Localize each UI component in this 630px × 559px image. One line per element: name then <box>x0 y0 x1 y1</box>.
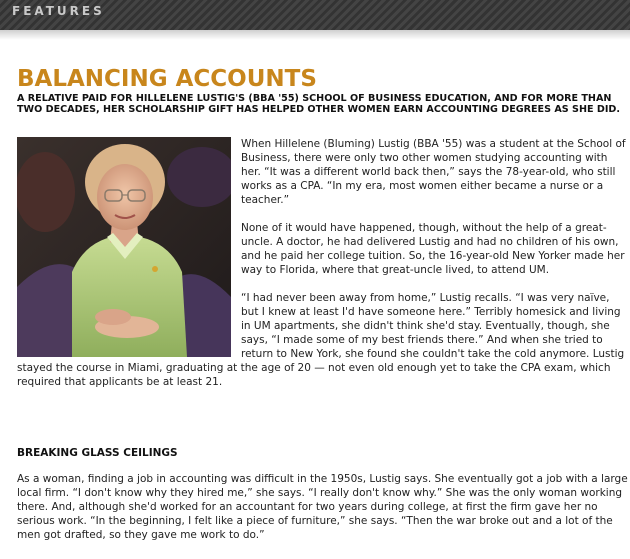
paragraph: As a woman, finding a job in accounting was difficult in the 1950s, Lustig says. She eventually got a job with a large local firm. “I don't know why they hired me,” she says. “I really don't know why.” She was the only woman working there. And, although she'd worked for an accountant for two years during college, at first the firm gave her no serious work. “In the beginning, I felt like a piece of furniture,” she says. “Then the war broke out and a lot of the men got drafted, so they gave me work to do.” <box>17 473 628 541</box>
banner-shadow <box>0 30 630 40</box>
paragraph: None of it would have happened, though, without the help of a great-uncle. A doctor, he had delivered Lustig and had no children of his own, and he paid her college tuition. So, the 16-year-old New Yorker made her way to Florida, where that great-uncle lived, to attend UM. <box>241 222 625 276</box>
article-body <box>17 137 628 403</box>
paragraph: “I had never been away from home,” Lustig recalls. “I was very naïve, but I knew at least I'd have someone here.” Terribly homesick and living in UM apartments, she didn't think she'd stay. Eventually, though, she says, “I made some of my best friends there.” And when she tried to return to New York, she found she couldn't take the cold anymore. Lustig stayed the course in Miami, graduating at the age of 20 — not even old enough yet to take the CPA exam, which required that applicants be at least 21. <box>17 292 625 388</box>
section-subhead: BREAKING GLASS CEILINGS <box>17 447 178 459</box>
article-body-section-2 <box>17 472 628 542</box>
article-dek: A RELATIVE PAID FOR HILLELENE LUSTIG'S (BBA '55) SCHOOL OF BUSINESS EDUCATION, AND FOR MORE THAN TWO DECADES, HER SCHOLARSHIP GIFT HAS HELPED OTHER WOMEN EARN ACCOUNTING DEGREES AS SHE DID. <box>17 93 621 115</box>
section-label: FEATURES <box>12 4 105 18</box>
photo-spacer <box>17 137 241 357</box>
paragraph: When Hillelene (Bluming) Lustig (BBA '55) was a student at the School of Business, there were only two other women studying accounting with her. “It was a different world back then,” says the 78-year-old, who still works as a CPA. “In my era, most women either became a nurse or a teacher.” <box>241 138 626 206</box>
article-title: BALANCING ACCOUNTS <box>17 66 317 92</box>
section-banner <box>0 0 630 30</box>
